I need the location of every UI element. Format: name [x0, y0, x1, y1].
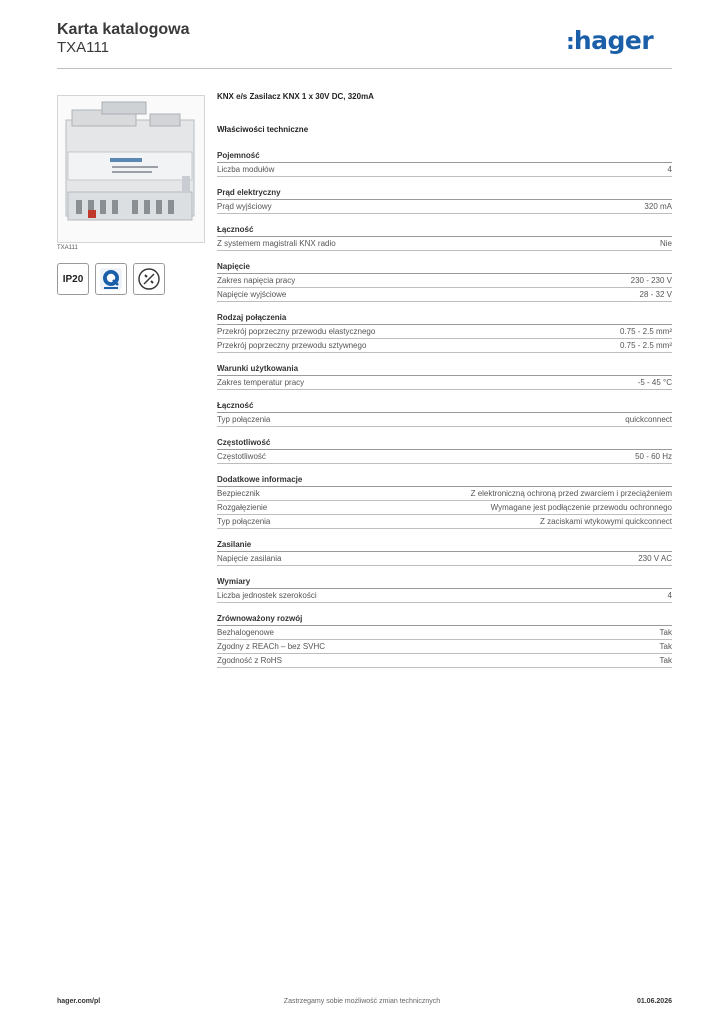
property-section	[217, 399, 672, 427]
property-section	[217, 436, 672, 464]
property-label: Przekrój poprzeczny przewodu elastycznego	[217, 327, 376, 336]
property-row	[217, 654, 672, 668]
footer-website-link[interactable]: hager.com/pl	[57, 998, 101, 1005]
property-value: 320 mA	[644, 202, 672, 211]
hager-logo[interactable]	[566, 26, 653, 55]
property-value: Wymagane jest podłączenie przewodu ochronnego	[490, 503, 672, 512]
property-label: Rozgałęzienie	[217, 503, 268, 512]
footer-date: 01.06.2026	[636, 998, 672, 1005]
property-row	[217, 339, 672, 353]
property-value: 230 V AC	[638, 554, 672, 563]
property-row	[217, 288, 672, 302]
property-label: Napięcie wyjściowe	[217, 290, 287, 299]
property-section	[217, 149, 672, 177]
property-label: Częstotliwość	[217, 452, 266, 461]
property-section	[217, 186, 672, 214]
property-row	[217, 626, 672, 640]
product-details	[217, 92, 672, 677]
section-title: Łączność	[217, 399, 672, 413]
property-section	[217, 612, 672, 668]
property-value: 50 - 60 Hz	[635, 452, 672, 461]
property-sections	[217, 149, 672, 668]
logo-dots-icon: :	[566, 30, 573, 55]
property-value: 0.75 - 2.5 mm²	[619, 341, 672, 350]
product-image	[57, 95, 205, 243]
quickconnect-badge	[95, 263, 127, 295]
property-label: Zgodny z REACh – bez SVHC	[217, 642, 326, 651]
property-row	[217, 589, 672, 603]
property-label: Przekrój poprzeczny przewodu sztywnego	[217, 341, 367, 350]
product-title: KNX e/s Zasilacz KNX 1 x 30V DC, 320mA	[217, 92, 374, 101]
property-row	[217, 413, 672, 427]
section-title: Warunki użytkowania	[217, 362, 672, 376]
property-row	[217, 376, 672, 390]
property-section	[217, 223, 672, 251]
no-tools-badge	[133, 263, 165, 295]
quickconnect-icon	[98, 266, 124, 292]
property-label: Z systemem magistrali KNX radio	[217, 239, 336, 248]
ip20-badge	[57, 263, 89, 295]
section-title: Napięcie	[217, 260, 672, 274]
property-row	[217, 552, 672, 566]
technical-properties-heading: Właściwości techniczne	[217, 125, 309, 134]
section-title: Pojemność	[217, 149, 672, 163]
property-row	[217, 274, 672, 288]
power-supply-device-icon	[58, 96, 204, 242]
property-section	[217, 473, 672, 529]
property-value: Tak	[659, 656, 672, 665]
property-label: Zgodność z RoHS	[217, 656, 282, 665]
property-label: Napięcie zasilania	[217, 554, 282, 563]
property-label: Bezhalogenowe	[217, 628, 274, 637]
page-title: Karta katalogowa	[57, 21, 190, 38]
property-row	[217, 487, 672, 501]
property-value: Nie	[659, 239, 672, 248]
property-value: 230 - 230 V	[630, 276, 672, 285]
property-row	[217, 325, 672, 339]
property-label: Typ połączenia	[217, 517, 271, 526]
property-section	[217, 260, 672, 302]
header-divider	[57, 68, 672, 69]
property-value: 0.75 - 2.5 mm²	[619, 327, 672, 336]
property-row	[217, 450, 672, 464]
section-title: Wymiary	[217, 575, 672, 589]
property-label: Zakres temperatur pracy	[217, 378, 305, 387]
section-title: Częstotliwość	[217, 436, 672, 450]
property-value: Tak	[659, 642, 672, 651]
screwdriver-crossed-icon	[136, 266, 162, 292]
property-value: Z zaciskami wtykowymi quickconnect	[539, 517, 672, 526]
property-value: Tak	[659, 628, 672, 637]
property-section	[217, 575, 672, 603]
property-row	[217, 501, 672, 515]
property-section	[217, 311, 672, 353]
property-row	[217, 163, 672, 177]
section-title: Prąd elektryczny	[217, 186, 672, 200]
ip20-label: IP20	[62, 273, 84, 285]
property-label: Liczba jednostek szerokości	[217, 591, 317, 600]
section-title: Zrównoważony rozwój	[217, 612, 672, 626]
section-title: Dodatkowe informacje	[217, 473, 672, 487]
logo-text: hager	[573, 26, 654, 55]
property-label: Zakres napięcia pracy	[217, 276, 296, 285]
property-value: -5 - 45 °C	[637, 378, 672, 387]
property-value: Z elektroniczną ochroną przed zwarciem i przeciążeniem	[470, 489, 672, 498]
image-caption: TXA111	[57, 245, 78, 251]
property-section	[217, 538, 672, 566]
property-label: Typ połączenia	[217, 415, 271, 424]
property-row	[217, 237, 672, 251]
property-label: Liczba modułów	[217, 165, 275, 174]
property-value: quickconnect	[625, 415, 672, 424]
property-value: 4	[667, 591, 672, 600]
property-row	[217, 640, 672, 654]
section-title: Łączność	[217, 223, 672, 237]
property-value: 4	[667, 165, 672, 174]
property-value: 28 - 32 V	[639, 290, 672, 299]
property-row	[217, 200, 672, 214]
property-label: Bezpiecznik	[217, 489, 260, 498]
section-title: Zasilanie	[217, 538, 672, 552]
property-row	[217, 515, 672, 529]
footer-disclaimer: Zastrzegamy sobie możliwość zmian technicznych	[283, 998, 441, 1005]
section-title: Rodzaj połączenia	[217, 311, 672, 325]
product-code: TXA111	[57, 39, 109, 56]
property-section	[217, 362, 672, 390]
property-label: Prąd wyjściowy	[217, 202, 272, 211]
